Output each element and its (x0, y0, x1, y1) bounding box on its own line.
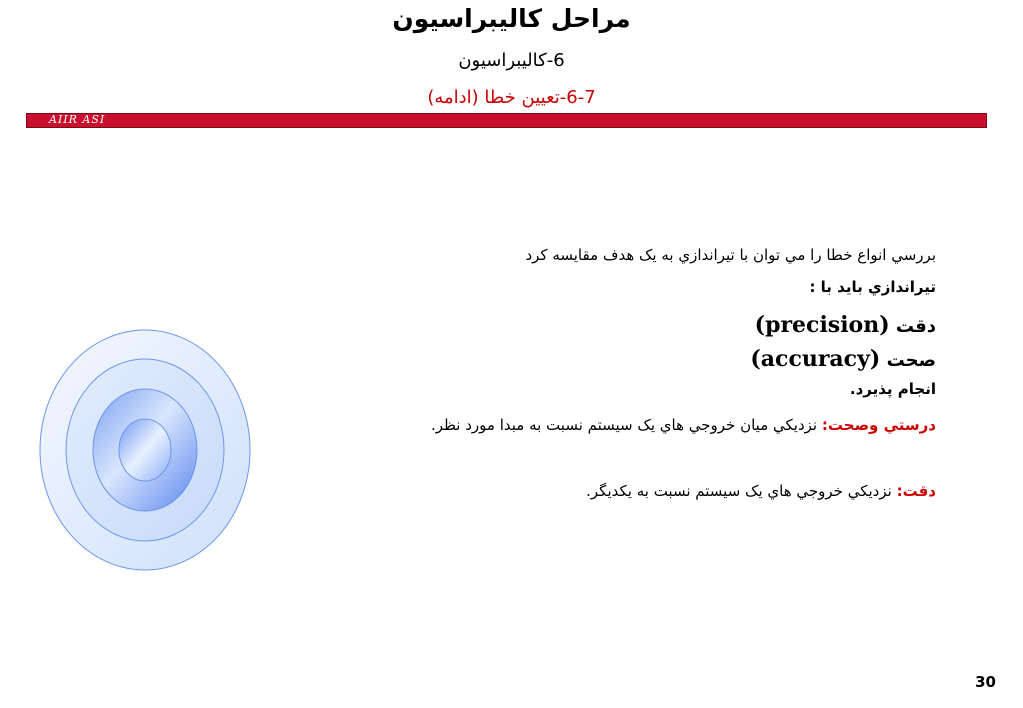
page-number: 30 (975, 673, 996, 691)
header-banner (26, 113, 987, 128)
conclusion-line: انجام پذيرد. (849, 380, 936, 398)
accuracy-definition-term: درستي وصحت: (821, 416, 936, 434)
banner-logo: AIIR ASI (49, 113, 106, 126)
precision-line (336, 312, 936, 346)
section-heading: 6-7-تعيين خطا (ادامه) (427, 87, 596, 108)
accuracy-label: صحت (886, 350, 936, 371)
slide-title: مراحل کاليبراسيون (392, 4, 631, 33)
precision-definition-text: نزديکي خروجي هاي يک سيستم نسبت به يکديگر. (586, 482, 897, 500)
requirement-line: تيراندازي بايد با : (809, 278, 936, 296)
slide-body (336, 246, 936, 500)
accuracy-term: (accuracy) (750, 346, 881, 372)
precision-term: (precision) (754, 312, 890, 338)
precision-label: دقت (895, 316, 936, 337)
accuracy-line (336, 346, 936, 380)
target-bullseye (119, 419, 171, 481)
target-illustration (38, 328, 252, 572)
accuracy-definition (336, 416, 936, 482)
precision-definition-term: دقت: (896, 482, 936, 500)
slide-subtitle: 6-کاليبراسيون (458, 50, 565, 71)
precision-definition (336, 482, 936, 500)
intro-line: بررسي انواع خطا را مي توان با تيراندازي به يک هدف مقايسه کرد (525, 246, 936, 264)
accuracy-definition-text: نزديکي ميان خروجي هاي يک سيستم نسبت به مبدا مورد نظر. (430, 416, 822, 434)
